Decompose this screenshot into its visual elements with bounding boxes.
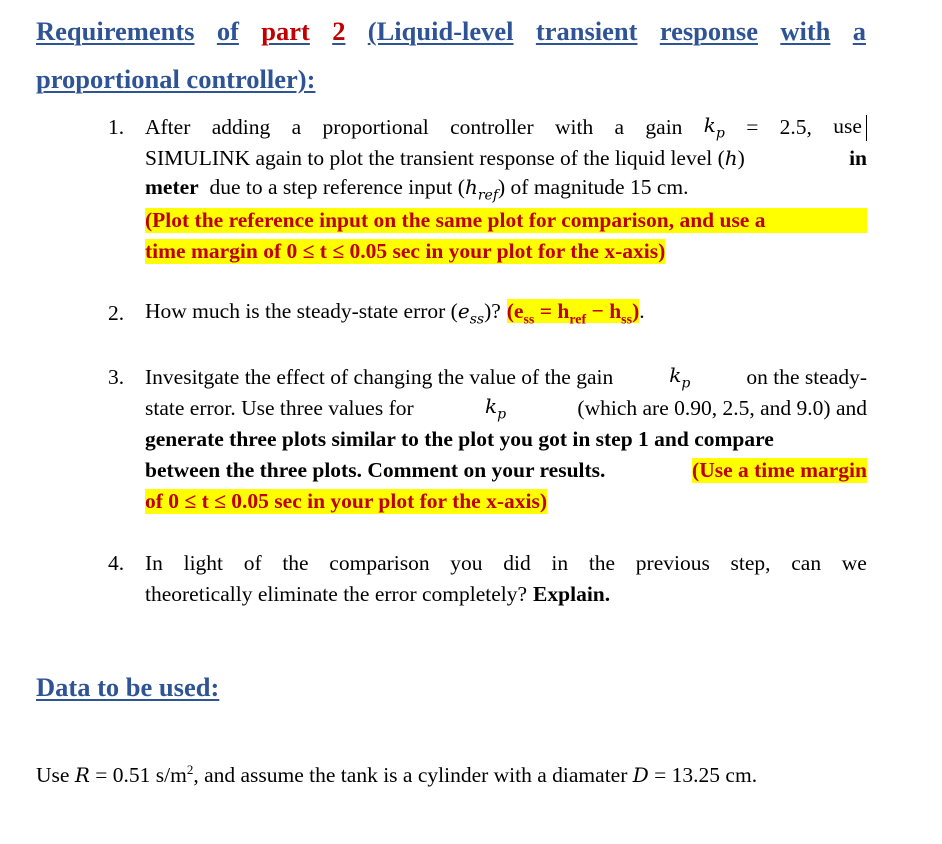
item3-line2 xyxy=(145,393,867,424)
text-run: controller xyxy=(450,115,534,139)
text-run: meter xyxy=(145,175,199,200)
heading-word: of xyxy=(216,16,239,46)
text-run: (which are 0.90, 2.5, and 9.0) and xyxy=(577,396,867,420)
text-run: e xyxy=(457,299,470,324)
text-run: we xyxy=(841,551,867,575)
heading-word: transient xyxy=(535,16,638,46)
text-run: use xyxy=(833,113,862,138)
list-number: 1. xyxy=(108,115,125,139)
item1-line3 xyxy=(145,174,867,205)
highlighted-formula: $(e_{ss} = h_{ref} - h_{ss})$ xyxy=(506,298,640,328)
text-run: 2.5, xyxy=(779,115,812,139)
text-run: h xyxy=(464,175,478,200)
text-run: of xyxy=(243,551,262,575)
math-D: D xyxy=(632,763,649,788)
text-run: h xyxy=(724,146,738,170)
text-run: in xyxy=(551,551,569,575)
text-run: = xyxy=(746,115,759,139)
text-run: light xyxy=(183,551,224,575)
text-run: a xyxy=(614,115,625,139)
text-run: ) xyxy=(737,146,745,170)
text-run: k xyxy=(484,394,498,419)
text-run xyxy=(833,114,867,141)
text-run: In xyxy=(145,551,163,575)
item1-line4 xyxy=(145,205,867,236)
text-run: adding xyxy=(211,115,271,139)
text-run: $k_p$ xyxy=(484,394,507,423)
section-heading-data: Data to be used: xyxy=(36,672,220,702)
text-run: − h xyxy=(586,298,622,323)
item1-line2 xyxy=(145,143,867,174)
text-run: on the steady- xyxy=(746,365,867,389)
text-run: the xyxy=(588,551,616,575)
text-run: ) xyxy=(632,298,640,323)
highlighted-instruction: of 0 ≤ t ≤ 0.05 sec in your plot for the x-axis) xyxy=(145,489,548,513)
heading-word: (Liquid-level xyxy=(367,16,514,46)
text-run: theoretically eliminate the error completely? xyxy=(145,582,528,606)
math-k: k xyxy=(703,113,716,138)
text-run: How much is the steady-state error ( xyxy=(145,299,458,324)
text-run: Explain. xyxy=(533,582,611,606)
text-run: $k_p$ xyxy=(669,363,691,392)
section-heading-requirements-line2: proportional controller): xyxy=(36,64,316,94)
text-run: can xyxy=(791,551,822,575)
text-run: How much is the steady-state error $(e_{ss})$? xyxy=(145,299,501,328)
text-run: After xyxy=(145,115,191,139)
item3-line4 xyxy=(145,455,867,486)
text-run: with xyxy=(554,115,594,139)
highlighted-instruction: (Plot the reference input on the same plot for comparison, and use a xyxy=(145,208,867,233)
highlighted-instruction: time margin of 0 ≤ t ≤ 0.05 sec in your plot for the x-axis) xyxy=(145,239,666,263)
text-run: step, xyxy=(730,551,771,575)
text-run: $k_p$ xyxy=(703,113,725,142)
highlighted-instruction: (Use a time margin xyxy=(692,458,867,482)
text-run: you xyxy=(450,551,483,575)
item4-line1 xyxy=(145,548,867,579)
heading-word-highlight: 2 xyxy=(332,16,346,46)
text-run: gain xyxy=(645,115,683,139)
text-run: due to a step reference input ( xyxy=(209,175,465,200)
text-run xyxy=(507,299,645,328)
heading-word: response xyxy=(659,16,758,46)
text-run: Invesitgate the effect of changing the value of the gain xyxy=(145,365,614,389)
heading-word: Requirements xyxy=(36,16,195,46)
item3-line5 xyxy=(145,486,867,517)
item2-line1 xyxy=(145,298,867,329)
section-heading-requirements xyxy=(36,16,866,47)
text-run: a xyxy=(291,115,302,139)
text-run: generate three plots similar to the plot you got in step 1 and compare xyxy=(145,427,774,451)
data-statement: Use R = 0.51 $s/m^2$, and assume the tank is a cylinder with a diamater D = 13.25 cm. xyxy=(36,762,758,788)
heading-word-highlight: part xyxy=(261,16,310,46)
item1-line5 xyxy=(145,236,867,267)
text-run: proportional xyxy=(322,115,429,139)
text-run: previous xyxy=(635,551,710,575)
list-number: 2. xyxy=(108,301,125,325)
text-run: SIMULINK again to plot the transient response of the liquid level ( xyxy=(145,146,725,170)
text-run xyxy=(145,146,745,171)
item3-line3 xyxy=(145,424,867,455)
math-R: R xyxy=(74,763,90,788)
text-run: (e xyxy=(506,298,524,323)
text-run: . xyxy=(639,298,645,323)
text-cursor xyxy=(866,115,867,141)
text-run: )? xyxy=(484,299,501,324)
text-run: comparison xyxy=(329,551,430,575)
text-run: k xyxy=(669,363,682,388)
text-run: meter due to a step reference input $(h_{ref})$ of magnitude 15 cm. xyxy=(145,175,689,204)
item1-line1 xyxy=(145,112,867,143)
item3-line1 xyxy=(145,362,867,393)
item4-line2 xyxy=(145,579,867,610)
heading-word: a xyxy=(852,16,866,46)
list-number: 4. xyxy=(108,551,125,575)
list-number: 3. xyxy=(108,365,125,389)
text-run: = h xyxy=(534,298,570,323)
text-run: in xyxy=(849,146,867,170)
text-run: between the three plots. Comment on your results. xyxy=(145,458,606,482)
heading-word: with xyxy=(780,16,831,46)
text-run: the xyxy=(282,551,309,575)
text-run: did xyxy=(503,551,531,575)
text-run: ) of magnitude 15 cm. xyxy=(498,175,689,200)
text-run: state error. Use three values for xyxy=(145,396,414,420)
